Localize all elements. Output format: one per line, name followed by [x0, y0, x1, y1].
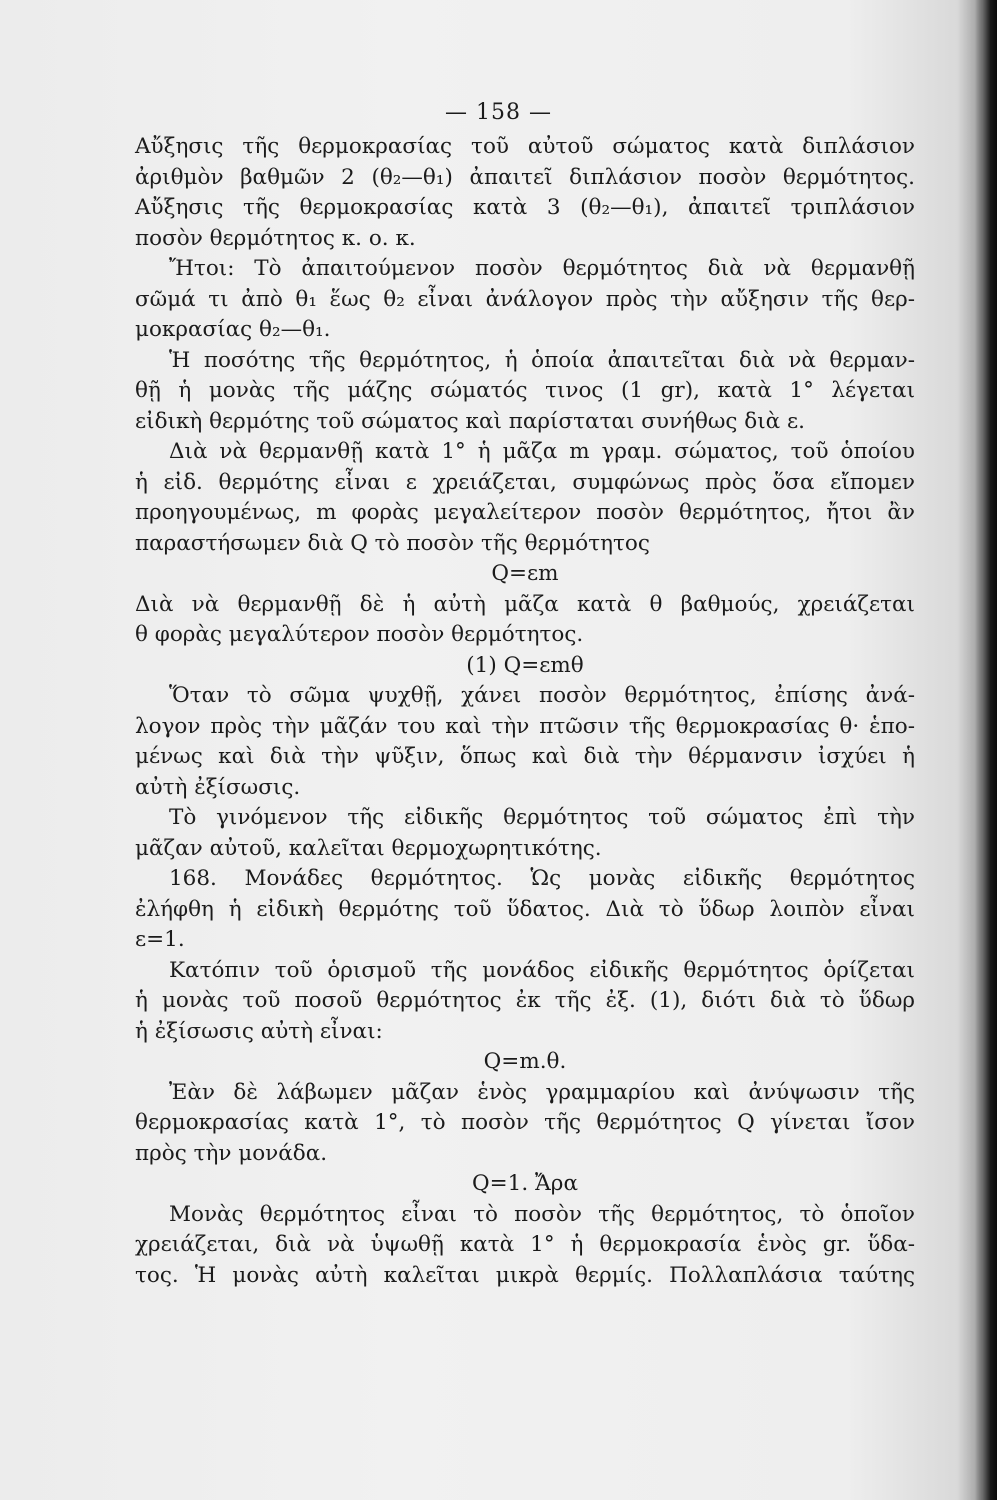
text-line: αὐτὴ ἐξίσωσις. [135, 774, 301, 800]
page-body [135, 132, 915, 1291]
text-line: ἐλήφθη ἡ εἰδικὴ θερμότης τοῦ ὕδατος. Διὰ τὸ ὕδωρ λοιπὸν εἶναι [135, 896, 915, 922]
text-line: λογον πρὸς τὴν μᾶζάν του καὶ τὴν πτῶσιν τῆς θερμοκρασίας θ· ἑπο- [135, 713, 915, 739]
text-line: Τὸ γινόμενον τῆς εἰδικῆς θερμότητος τοῦ σώματος ἐπὶ τὴν [169, 805, 915, 830]
page-edge-shadow [975, 0, 997, 1500]
text-line: ἡ εἰδ. θερμότης εἶναι ε χρειάζεται, συμφώνως πρὸς ὅσα εἴπομεν [135, 469, 915, 495]
text-line: ἀριθμὸν βαθμῶν 2 (θ₂—θ₁) ἀπαιτεῖ διπλάσιον ποσὸν θερμότητος. [135, 164, 915, 190]
text-line: μᾶζαν αὐτοῦ, καλεῖται θερμοχωρητικότης. [135, 835, 602, 861]
text-line: παραστήσωμεν διὰ Q τὸ ποσὸν τῆς θερμότητος [135, 530, 650, 556]
text-line: ποσὸν θερμότητος κ. ο. κ. [135, 225, 416, 251]
text-line: τος. Ἡ μονὰς αὐτὴ καλεῖται μικρὰ θερμίς. Πολλαπλάσια ταύτης [135, 1262, 915, 1288]
text-line: Ἐὰν δὲ λάβωμεν μᾶζαν ἑνὸς γραμμαρίου καὶ ἀνύψωσιν τῆς [169, 1079, 915, 1105]
text-line: ε=1. [135, 927, 185, 952]
text-line: Διὰ νὰ θερμανθῇ δὲ ἡ αὐτὴ μᾶζα κατὰ θ βαθμούς, χρειάζεται [135, 591, 915, 617]
text-line: σῶμά τι ἀπὸ θ₁ ἕως θ₂ εἶναι ἀνάλογον πρὸς τὴν αὔξησιν τῆς θερ- [135, 286, 915, 312]
text-line: ἡ ἐξίσωσις αὐτὴ εἶναι: [135, 1018, 383, 1044]
text-line: μένως καὶ διὰ τὴν ψῦξιν, ὅπως καὶ διὰ τὴν θέρμανσιν ἰσχύει ἡ [135, 744, 915, 769]
equation: Q=1. Ἄρα [472, 1171, 578, 1196]
text-line: Ἤτοι: Τὸ ἀπαιτούμενον ποσὸν θερμότητος διὰ νὰ θερμανθῇ [169, 256, 915, 281]
text-line: Διὰ νὰ θερμανθῇ κατὰ 1° ἡ μᾶζα m γραμ. σώματος, τοῦ ὁποίου [169, 439, 915, 464]
text-line: θῇ ἡ μονὰς τῆς μάζης σώματός τινος (1 gr), κατὰ 1° λέγεται [135, 378, 915, 403]
equation: Q=εm [491, 561, 559, 586]
text-line: Κατόπιν τοῦ ὁρισμοῦ τῆς μονάδος εἰδικῆς θερμότητος ὁρίζεται [169, 957, 915, 983]
text-line: μοκρασίας θ₂—θ₁. [135, 317, 331, 342]
text-line: θ φορὰς μεγαλύτερον ποσὸν θερμότητος. [135, 622, 584, 647]
text-line: χρειάζεται, διὰ νὰ ὑψωθῇ κατὰ 1° ἡ θερμοκρασία ἑνὸς gr. ὕδα- [135, 1232, 915, 1257]
text-line: εἰδικὴ θερμότης τοῦ σώματος καὶ παρίσταται συνήθως διὰ ε. [135, 408, 805, 434]
text-line: Ὅταν τὸ σῶμα ψυχθῇ, χάνει ποσὸν θερμότητος, ἐπίσης ἀνά- [169, 683, 915, 708]
text-line: προηγουμένως, m φορὰς μεγαλείτερον ποσὸν θερμότητος, ἤτοι ἂν [135, 500, 915, 525]
text-line: θερμοκρασίας κατὰ 1°, τὸ ποσὸν τῆς θερμότητος Q γίνεται ἴσον [135, 1110, 915, 1135]
section-heading-line: 168. Μονάδες θερμότητος. Ὡς μονὰς εἰδικῆς θερμότητος [169, 866, 915, 891]
definition-line: Μονὰς θερμότητος εἶναι τὸ ποσὸν τῆς θερμότητος, τὸ ὁποῖον [169, 1201, 915, 1227]
equation: Q=m.θ. [483, 1049, 567, 1074]
text-line: πρὸς τὴν μονάδα. [135, 1140, 328, 1166]
text-line: ἡ μονὰς τοῦ ποσοῦ θερμότητος ἐκ τῆς ἐξ. (1), διότι διὰ τὸ ὕδωρ [135, 988, 915, 1013]
text-line: Αὔξησις τῆς θερμοκρασίας κατὰ 3 (θ₂—θ₁), ἀπαιτεῖ τριπλάσιον [135, 195, 915, 220]
text-line: Ἡ ποσότης τῆς θερμότητος, ἡ ὁποία ἀπαιτεῖται διὰ νὰ θερμαν- [169, 347, 915, 373]
equation: (1) Q=εmθ [466, 652, 584, 678]
text-line: Αὔξησις τῆς θερμοκρασίας τοῦ αὐτοῦ σώματος κατὰ διπλάσιον [135, 134, 915, 159]
page-number: — 158 — [445, 100, 552, 125]
